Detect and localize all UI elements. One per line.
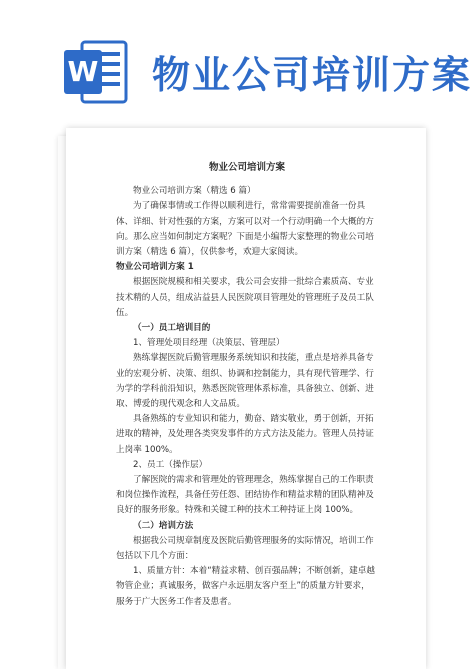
doc-section-heading: （一）员工培训目的 <box>133 323 211 334</box>
doc-subtitle: 物业公司培训方案（精选 6 篇） <box>133 186 256 197</box>
doc-paragraph: 根据医院规模和相关要求，我公司会安排一批综合素质高、专业技术精的人员，组成沾益县人民医院项目管理处的管理班子及员工队伍。 <box>116 277 374 318</box>
word-icon-letter: W <box>67 55 99 88</box>
doc-section-heading: （二）培训方法 <box>133 520 194 531</box>
document-title: 物业公司培训方案 <box>208 162 285 173</box>
doc-paragraph: 根据我公司规章制度及医院后勤管理服务的实际情况，培训工作包括以下几个方面： <box>116 535 374 562</box>
doc-paragraph: 1、质量方针：本着“精益求精、创百强品牌；不断创新，建卓越物管企业；真诚服务，做客户永远朋友客户至上”的质量方针要求，服务于广大医务工作者及患者。 <box>116 566 375 607</box>
doc-paragraph: 具备熟练的专业知识和能力，勤奋、踏实敬业，勇于创新，开拓进取的精神，及处理各类突发事件的方式方法及能力。管理人员持证上岗率 100%。 <box>116 414 374 455</box>
doc-heading-plan-1: 物业公司培训方案 1 <box>116 262 194 273</box>
banner-title: 物业公司培训方案 <box>152 53 473 97</box>
document-body <box>116 160 378 610</box>
doc-paragraph: 2、员工（操作层） <box>133 459 208 470</box>
banner <box>0 0 474 118</box>
doc-paragraph: 熟练掌握医院后勤管理服务系统知识和技能，重点是培养具备专业的宏观分析、决策、组织、协调和控制能力，具有现代管理学、行为学的学科前沿知识，熟悉医院管理体系标准，具备独立、创新、进取、博爱的现代观念和人文品质。 <box>116 353 374 410</box>
word-document-icon <box>60 36 132 108</box>
doc-paragraph: 了解医院的需求和管理处的管理理念，熟练掌握自己的工作职责和岗位操作流程，具备任劳任怨、团结协作和精益求精的团队精神及良好的服务形象。特殊和关键工种的技术工种持证上岗 100%。 <box>116 475 374 516</box>
doc-paragraph-intro: 为了确保事情或工作得以顺利进行，常常需要提前准备一份具体、详细、针对性强的方案，方案可以对一个行动明确一个大概的方向。那么应当如何制定方案呢？下面是小编帮大家整理的物业公司培训方案（精选 6 篇），仅供参考，欢迎大家阅读。 <box>116 201 374 258</box>
doc-paragraph: 1、管理处项目经理（决策层、管理层） <box>133 338 285 349</box>
